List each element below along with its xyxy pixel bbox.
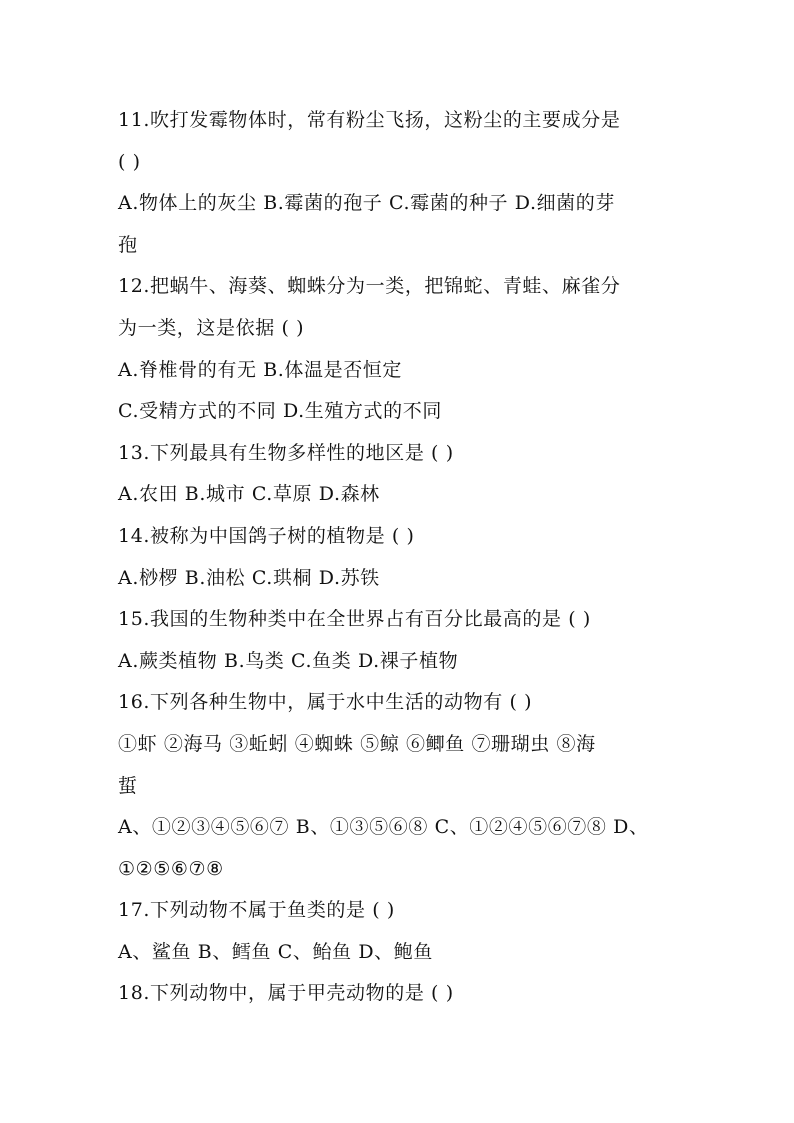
q15-options: A.蕨类植物 B.鸟类 C.鱼类 D.裸子植物: [118, 649, 459, 672]
q17-options: A、鲨鱼 B、鳕鱼 C、鲐鱼 D、鲍鱼: [118, 940, 433, 963]
q11-options-line1: A.物体上的灰尘 B.霉菌的孢子 C.霉菌的种子 D.细菌的芽: [118, 192, 615, 215]
q13-options: A.农田 B.城市 C.草原 D.森林: [118, 483, 380, 506]
q11-stem-line2: ( ): [118, 150, 141, 173]
q13-stem: 13.下列最具有生物多样性的地区是 ( ): [118, 441, 454, 464]
q16-items-line1: ①虾 ②海马 ③蚯蚓 ④蜘蛛 ⑤鲸 ⑥鲫鱼 ⑦珊瑚虫 ⑧海: [118, 732, 596, 755]
q11-stem-line1: 11.吹打发霉物体时，常有粉尘飞扬，这粉尘的主要成分是: [118, 109, 621, 131]
q16-items-line2: 蜇: [118, 774, 138, 797]
q17-stem: 17.下列动物不属于鱼类的是 ( ): [118, 899, 395, 922]
q12-stem-line1: 12.把蜗牛、海葵、蜘蛛分为一类，把锦蛇、青蛙、麻雀分: [118, 275, 621, 298]
q16-stem: 16.下列各种生物中，属于水中生活的动物有 ( ): [118, 691, 533, 714]
q16-options-line1: A、①②③④⑤⑥⑦ B、①③⑤⑥⑧ C、①②④⑤⑥⑦⑧ D、: [118, 816, 649, 839]
q15-stem: 15.我国的生物种类中在全世界占有百分比最高的是 ( ): [118, 608, 591, 631]
q12-stem-line2: 为一类，这是依据 ( ): [118, 316, 305, 339]
q12-options-line2: C.受精方式的不同 D.生殖方式的不同: [118, 400, 442, 423]
q18-stem: 18.下列动物中，属于甲壳动物的是 ( ): [118, 982, 454, 1005]
q14-options: A.桫椤 B.油松 C.珙桐 D.苏铁: [118, 566, 380, 589]
question-text: [118, 100, 718, 1015]
q16-options-line2: ①②⑤⑥⑦⑧: [118, 857, 224, 880]
q12-options-line1: A.脊椎骨的有无 B.体温是否恒定: [118, 358, 403, 381]
q14-stem: 14.被称为中国鸽子树的植物是 ( ): [118, 524, 415, 547]
q11-options-line2: 孢: [118, 233, 138, 256]
